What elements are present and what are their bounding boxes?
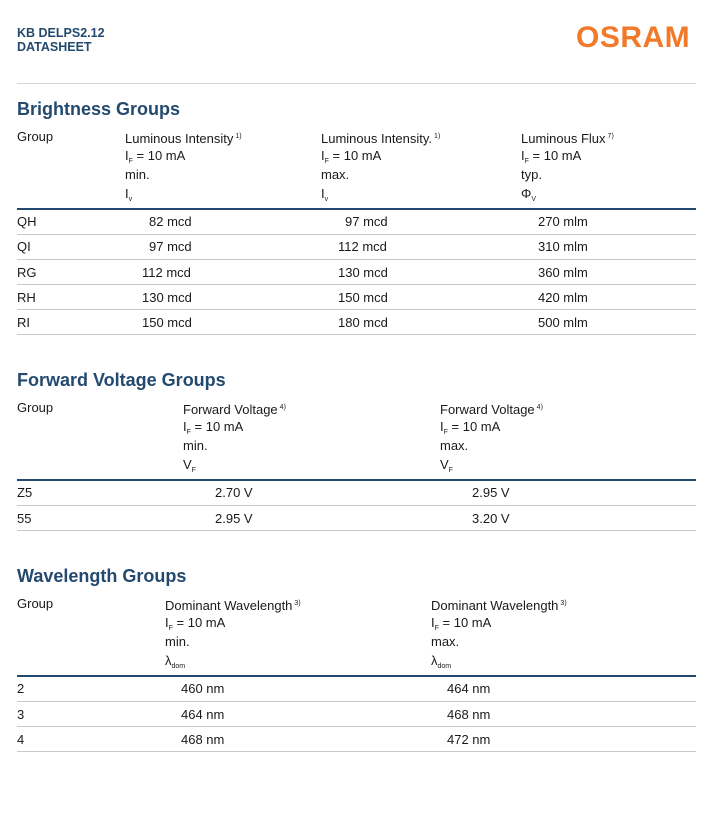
stat-type: min. — [165, 634, 190, 649]
column-label — [165, 594, 301, 615]
symbol-main: λ — [431, 653, 438, 668]
min-wavelength: 464 nm — [181, 707, 225, 722]
parameter-symbol — [440, 455, 453, 480]
column-label-text: Dominant Wavelength — [431, 598, 559, 613]
osram-logo: OSRAM — [576, 21, 691, 54]
parameter-symbol — [431, 651, 451, 676]
symbol-subscript: v — [128, 196, 133, 203]
column-label-text: Luminous Flux — [521, 131, 606, 146]
row-divider — [17, 234, 696, 235]
condition-subscript: F — [128, 158, 133, 165]
condition-symbol: I — [521, 148, 525, 163]
footnote-ref: 1) — [235, 133, 242, 140]
column-label-text: Luminous Intensity — [125, 131, 234, 146]
column-label — [183, 398, 286, 419]
product-name: KB DELPS2.12 — [17, 26, 105, 40]
stat-type: min. — [183, 438, 208, 453]
max-intensity: 180 mcd — [338, 315, 388, 330]
footnote-ref: 4) — [279, 404, 286, 411]
symbol-subscript: dom — [437, 663, 452, 670]
condition-symbol: I — [165, 615, 169, 630]
max-intensity: 97 mcd — [345, 214, 388, 229]
max-wavelength: 464 nm — [447, 681, 491, 696]
row-divider — [17, 284, 696, 285]
row-divider — [17, 334, 696, 335]
column-label-text: Luminous Intensity. — [321, 131, 433, 146]
max-wavelength: 472 nm — [447, 732, 491, 747]
condition-subscript: F — [168, 625, 173, 632]
min-voltage: 2.95 V — [215, 511, 253, 526]
column-label — [125, 127, 242, 148]
column-label — [440, 398, 543, 419]
row-divider — [17, 259, 696, 260]
stat-type: typ. — [521, 167, 542, 182]
group-code: 3 — [17, 707, 25, 722]
footnote-ref: 4) — [536, 404, 543, 411]
row-divider — [17, 726, 696, 727]
symbol-subscript: v — [324, 196, 329, 203]
parameter-symbol — [125, 184, 132, 209]
wavelength-header-rule — [17, 675, 696, 677]
symbol-main: I — [321, 186, 325, 201]
voltage-group-header: Group — [17, 400, 54, 415]
column-label-text: Forward Voltage — [183, 402, 278, 417]
min-voltage: 2.70 V — [215, 485, 253, 500]
condition-value: = 10 mA — [190, 419, 244, 434]
max-intensity: 150 mcd — [338, 290, 388, 305]
row-divider — [17, 309, 696, 310]
group-code: 2 — [17, 681, 25, 696]
condition-symbol: I — [125, 148, 129, 163]
symbol-subscript: V — [531, 196, 537, 203]
condition-subscript: F — [324, 158, 329, 165]
row-divider — [17, 505, 696, 506]
min-wavelength: 468 nm — [181, 732, 225, 747]
condition-value: = 10 mA — [328, 148, 382, 163]
footnote-ref: 3) — [560, 600, 567, 607]
stat-type: max. — [431, 634, 460, 649]
typ-flux: 310 mlm — [538, 239, 588, 254]
typ-flux: 360 mlm — [538, 265, 588, 280]
column-label — [321, 127, 440, 148]
group-code: RI — [17, 315, 30, 330]
condition-value: = 10 mA — [172, 615, 226, 630]
condition-value: = 10 mA — [438, 615, 492, 630]
condition-symbol: I — [321, 148, 325, 163]
document-type: DATASHEET — [17, 40, 92, 54]
condition-symbol: I — [440, 419, 444, 434]
typ-flux: 420 mlm — [538, 290, 588, 305]
max-voltage: 3.20 V — [472, 511, 510, 526]
wavelength-group-header: Group — [17, 596, 54, 611]
group-code: Z5 — [17, 485, 33, 500]
brightness-section-title: Brightness Groups — [17, 99, 181, 119]
stat-type: min. — [125, 167, 150, 182]
symbol-main: V — [440, 457, 449, 472]
symbol-main: λ — [165, 653, 172, 668]
voltage-section-title: Forward Voltage Groups — [17, 370, 226, 390]
min-intensity: 130 mcd — [142, 290, 192, 305]
group-code: QI — [17, 239, 31, 254]
row-divider — [17, 530, 696, 531]
symbol-main: V — [183, 457, 192, 472]
wavelength-section-title: Wavelength Groups — [17, 566, 187, 586]
max-intensity: 112 mcd — [338, 239, 387, 254]
group-code: RG — [17, 265, 37, 280]
parameter-symbol — [521, 184, 536, 209]
stat-type: max. — [321, 167, 350, 182]
condition-value: = 10 mA — [447, 419, 501, 434]
condition-symbol: I — [183, 419, 187, 434]
group-code: 4 — [17, 732, 25, 747]
column-label — [431, 594, 567, 615]
column-label-text: Forward Voltage — [440, 402, 535, 417]
condition-value: = 10 mA — [528, 148, 582, 163]
condition-value: = 10 mA — [132, 148, 186, 163]
min-intensity: 97 mcd — [149, 239, 192, 254]
max-wavelength: 468 nm — [447, 707, 491, 722]
symbol-main: I — [125, 186, 129, 201]
typ-flux: 500 mlm — [538, 315, 588, 330]
min-intensity: 150 mcd — [142, 315, 192, 330]
column-label-text: Dominant Wavelength — [165, 598, 293, 613]
max-voltage: 2.95 V — [472, 485, 510, 500]
min-wavelength: 460 nm — [181, 681, 225, 696]
condition-subscript: F — [443, 429, 448, 436]
voltage-header-rule — [17, 479, 696, 481]
footnote-ref: 7) — [607, 133, 614, 140]
header-divider — [17, 83, 696, 84]
group-code: 55 — [17, 511, 32, 526]
condition-symbol: I — [431, 615, 435, 630]
row-divider — [17, 701, 696, 702]
min-intensity: 112 mcd — [142, 265, 191, 280]
symbol-subscript: F — [191, 467, 196, 474]
footnote-ref: 1) — [434, 133, 441, 140]
page-header — [0, 0, 713, 84]
condition-subscript: F — [524, 158, 529, 165]
symbol-subscript: F — [448, 467, 453, 474]
brightness-header-rule — [17, 208, 696, 210]
group-code: QH — [17, 214, 37, 229]
parameter-symbol — [165, 651, 185, 676]
parameter-symbol — [321, 184, 328, 209]
group-code: RH — [17, 290, 36, 305]
parameter-symbol — [183, 455, 196, 480]
symbol-subscript: dom — [171, 663, 186, 670]
brightness-group-header: Group — [17, 129, 54, 144]
stat-type: max. — [440, 438, 469, 453]
condition-subscript: F — [186, 429, 191, 436]
condition-subscript: F — [434, 625, 439, 632]
footnote-ref: 3) — [294, 600, 301, 607]
typ-flux: 270 mlm — [538, 214, 588, 229]
row-divider — [17, 751, 696, 752]
max-intensity: 130 mcd — [338, 265, 388, 280]
column-label — [521, 127, 614, 148]
symbol-main: Φ — [521, 186, 532, 201]
min-intensity: 82 mcd — [149, 214, 192, 229]
